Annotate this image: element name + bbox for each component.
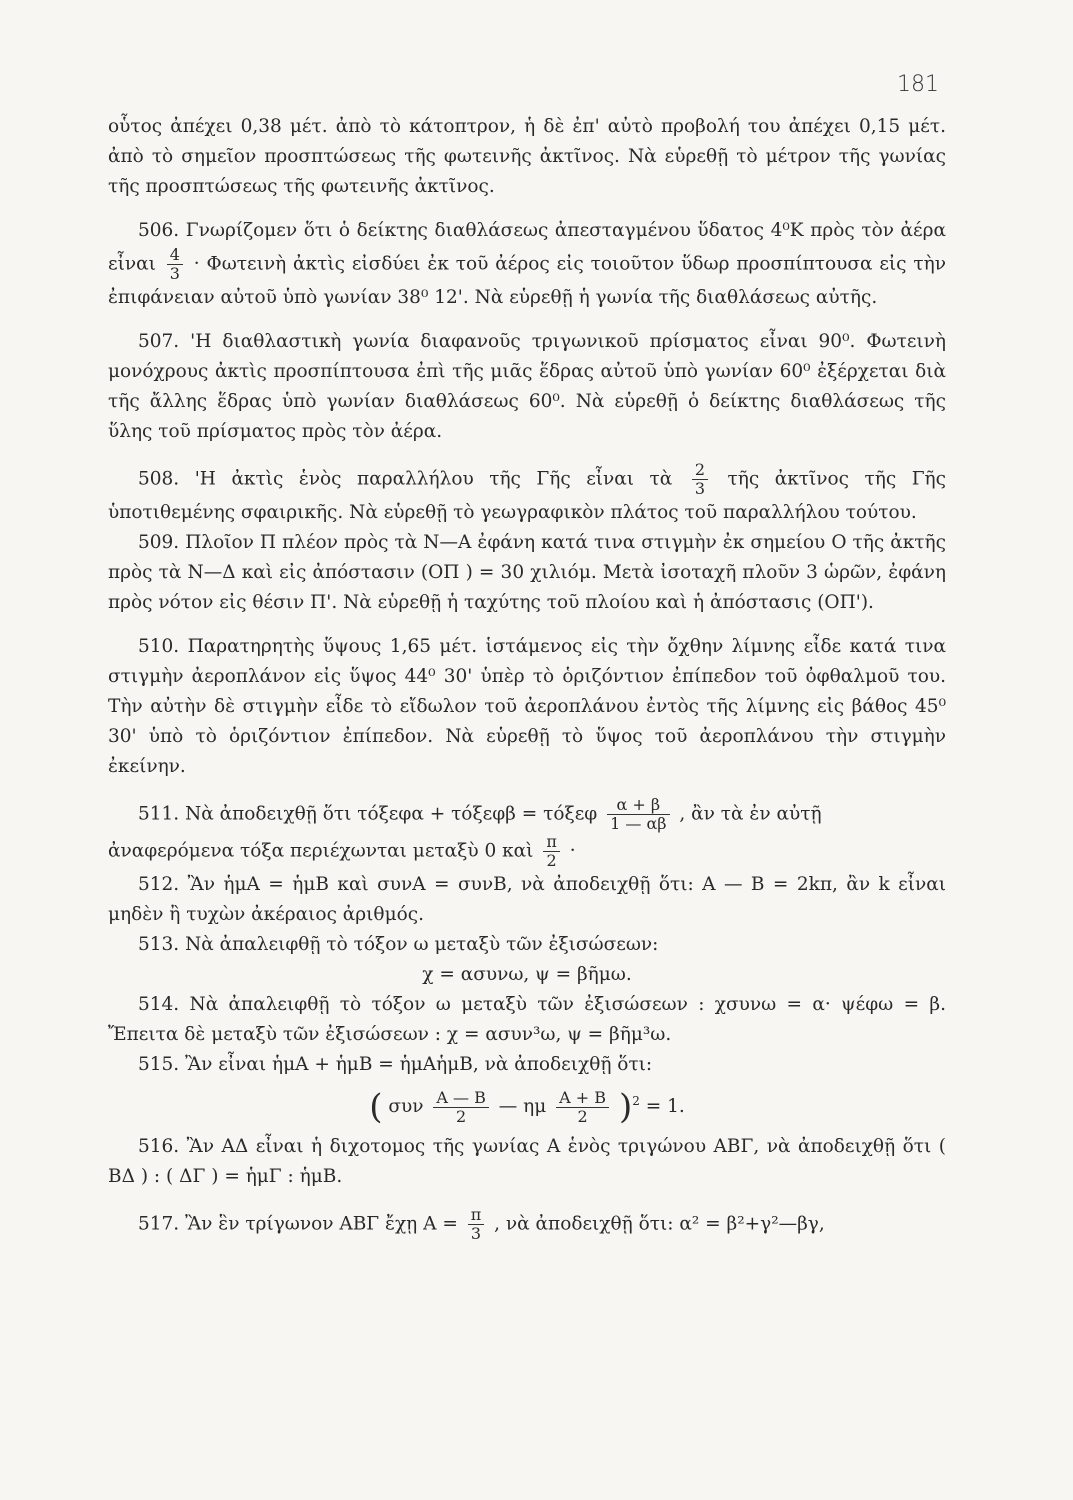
- problem-508: [108, 461, 946, 528]
- problem-517: [108, 1206, 946, 1243]
- problem-517-text-a: 517. Ἂν ἓν τρίγωνον ΑΒΓ ἔχῃ Α =: [138, 1213, 458, 1235]
- problem-506: [108, 216, 946, 313]
- fraction-4-3: $\frac{4}{3}$: [167, 246, 183, 283]
- problem-511: [108, 796, 946, 833]
- fraction-pi-3: $\frac{\pi}{3}$: [468, 1206, 485, 1243]
- problem-511-text-c: ἀναφερόμενα τόξα περιέχωνται μεταξὺ 0 καὶ: [108, 840, 534, 862]
- problem-514: 514. Νὰ ἀπαλειφθῇ τὸ τόξον ω μεταξὺ τῶν ἐξισώσεων : χσυνω = α· ψέφω = β. Ἔπειτα δὲ μεταξὺ τῶν ἐξισώσεων : χ = ασυν³ω, ψ = βῆμ³ω.: [108, 994, 946, 1045]
- problem-516: 516. Ἂν ΑΔ εἶναι ἡ διχοτομος τῆς γωνίας Α ἑνὸς τριγώνου ΑΒΓ, νὰ ἀποδειχθῇ ὅτι ( ΒΔ ) : ( ΔΓ ) = ἡμΓ : ἡμΒ.: [108, 1135, 946, 1187]
- syn-label: συν: [388, 1096, 424, 1118]
- problem-510: 510. Παρατηρητὴς ὕψους 1,65 μέτ. ἱστάμενος εἰς τὴν ὄχθην λίμνης εἶδε κατά τινα στιγμὴν ἀεροπλάνον εἰς ὕψος 44⁰ 30' ὑπὲρ τὸ ὁριζόντιον ἐπίπεδον τοῦ ὀφθαλμοῦ του. Τὴν αὐτὴν δὲ στιγμὴν εἶδε τὸ εἴδωλον τοῦ ἀεροπλάνου ἐντὸς τῆς λίμνης εἰς βάθος 45⁰ 30' ὑπὸ τὸ ὁριζόντιον ἐπίπεδον. Νὰ εὑρεθῇ τὸ ὕψος τοῦ ἀεροπλάνου τὴν στιγμὴν ἐκείνην.: [108, 636, 946, 777]
- problem-507: 507. 'Η διαθλαστικὴ γωνία διαφανοῦς τριγωνικοῦ πρίσματος εἶναι 90⁰. Φωτεινὴ μονόχρους ἀκτὶς προσπίπτουσα ἐπὶ τῆς μιᾶς ἕδρας αὐτοῦ ὑπὸ γωνίαν 60⁰ ἐξέρχεται διὰ τῆς ἄλλης ἕδρας ὑπὸ γωνίαν διαθλάσεως 60⁰. Νὰ εὑρεθῇ ὁ δείκτης διαθλάσεως τῆς ὕλης τοῦ πρίσματος πρὸς τὸν ἀέρα.: [108, 331, 946, 442]
- problem-517-text-b: , νὰ ἀποδειχθῇ ὅτι: α² = β²+γ²—βγ,: [494, 1213, 825, 1235]
- fraction-pi-2: $\frac{\pi}{2}$: [543, 833, 560, 870]
- problem-511-line-2: [108, 833, 946, 870]
- problem-515: 515. Ἂν εἶναι ἡμΑ + ἡμΒ = ἡμΑἡμΒ, νὰ ἀποδειχθῇ ὅτι:: [138, 1054, 653, 1075]
- page-number: 181: [897, 72, 939, 97]
- eta-mu-label: — ημ: [498, 1096, 547, 1118]
- squared: 2: [632, 1094, 640, 1108]
- problem-511-text-a: 511. Νὰ ἀποδειχθῇ ὅτι τόξεφα + τόξεφβ = τόξεφ: [138, 803, 598, 825]
- page-content: [108, 112, 946, 1243]
- right-paren: ): [618, 1087, 633, 1128]
- problem-505-continuation: οὗτος ἀπέχει 0,38 μέτ. ἀπὸ τὸ κάτοπτρον, ἡ δὲ ἐπ' αὐτὸ προβολή του ἀπέχει 0,15 μέτ. ἀπὸ τὸ σημεῖον προσπτώσεως τῆς φωτεινῆς ἀκτῖνος. Νὰ εὑρεθῇ τὸ μέτρον τῆς γωνίας τῆς προσπτώσεως τῆς φωτεινῆς ἀκτῖνος.: [108, 116, 946, 197]
- problem-515-equation: [108, 1086, 946, 1126]
- fraction-a-minus-b: $\frac{A — B}{2}$: [433, 1089, 488, 1126]
- problem-512: 512. Ἂν ἡμΑ = ἡμΒ καὶ συνΑ = συνΒ, νὰ ἀποδειχθῇ ὅτι: Α — Β = 2kπ, ἂν k εἶναι μηδὲν ἢ τυχὼν ἀκέραιος ἀριθμός.: [108, 874, 946, 925]
- problem-506-text-b: · Φωτεινὴ ἀκτὶς εἰσδύει ἐκ τοῦ ἀέρος εἰς τοιοῦτον ὕδωρ προσπίπτουσα εἰς τὴν ἐπιφάνειαν αὐτοῦ ὑπὸ γωνίαν 38⁰ 12'. Νὰ εὑρεθῇ ἡ γωνία τῆς διαθλάσεως αὐτῆς.: [108, 253, 946, 308]
- fraction-a-plus-b: $\frac{A + B}{2}$: [556, 1089, 609, 1126]
- equals-one: = 1.: [645, 1096, 685, 1118]
- fraction-alpha-beta: $\frac{\alpha + \beta}{1 — \alpha\beta}$: [607, 796, 669, 833]
- problem-513: 513. Νὰ ἀπαλειφθῇ τὸ τόξον ω μεταξὺ τῶν ἐξισώσεων:: [138, 934, 659, 955]
- left-paren: (: [369, 1087, 383, 1128]
- fraction-2-3: $\frac{2}{3}$: [692, 461, 708, 498]
- problem-508-text-a: 508. 'Η ἀκτὶς ἑνὸς παραλλήλου τῆς Γῆς εἶναι τὰ: [138, 468, 673, 490]
- problem-509: 509. Πλοῖον Π πλέον πρὸς τὰ Ν—Α ἐφάνη κατά τινα στιγμὴν ἐκ σημείου Ο τῆς ἀκτῆς πρὸς τὰ Ν—Δ καὶ εἰς ἀπόστασιν (ΟΠ ) = 30 χιλιόμ. Μετὰ ἰσοταχῆ πλοῦν 3 ὡρῶν, ἐφάνη πρὸς νότον εἰς θέσιν Π'. Νὰ εὑρεθῇ ἡ ταχύτης τοῦ πλοίου καὶ ἡ ἀπόστασις (ΟΠ').: [108, 532, 946, 613]
- problem-511-text-b: , ἂν τὰ ἐν αὐτῇ: [679, 803, 822, 825]
- problem-511-text-d: ·: [569, 840, 576, 862]
- problem-508-text-b: τῆς ἀκτῖνος τῆς Γῆς ὑποτιθεμένης σφαιρικῆς. Νὰ εὑρεθῇ τὸ γεωγραφικὸν πλάτος τοῦ παραλλήλου τούτου.: [108, 468, 946, 523]
- problem-506-text-a: 506. Γνωρίζομεν ὅτι ὁ δείκτης διαθλάσεως ἀπεσταγμένου ὕδατος 4⁰Κ πρὸς τὸν ἀέρα εἶναι: [108, 220, 946, 275]
- problem-513-equation: χ = ασυνω, ψ = βῆμω.: [422, 964, 632, 985]
